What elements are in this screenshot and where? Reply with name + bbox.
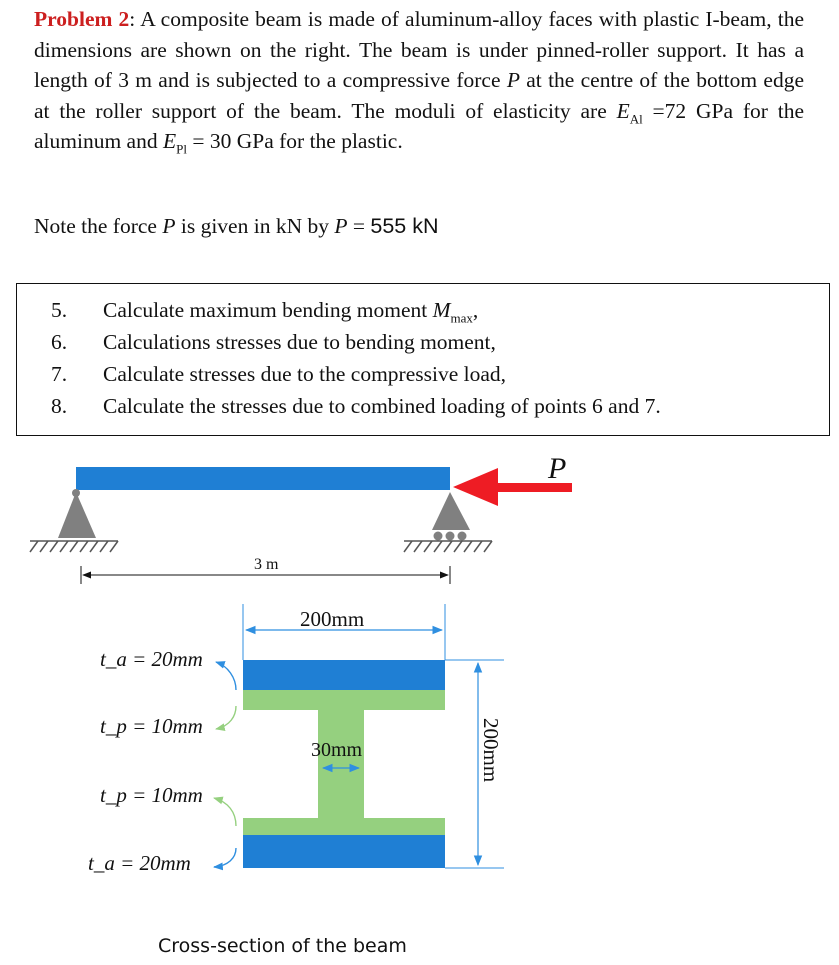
tp-bottom-text: t_p = 10mm: [100, 783, 203, 807]
length-label: 3 m: [254, 556, 279, 573]
task-text: Calculations stresses due to bending moment,: [103, 330, 496, 354]
moment-symbol: M: [432, 298, 451, 322]
cross-section: [243, 660, 445, 868]
task-number: 5.: [51, 298, 68, 322]
tp-bottom-label: [100, 783, 203, 807]
moment-subscript: max: [450, 310, 473, 326]
tp-top-text: t_p = 10mm: [100, 714, 203, 738]
modulus-al-subscript: Al: [629, 110, 643, 126]
bottom-plastic-flange: [243, 818, 445, 835]
note-force-symbol-2: P: [334, 214, 348, 238]
note-force-symbol: P: [162, 214, 176, 238]
bottom-aluminum-flange: [243, 835, 445, 868]
force-label: P: [548, 452, 567, 485]
web-label: 30mm: [311, 739, 363, 761]
problem-lead: Problem 2: [34, 7, 130, 31]
task-text: Calculate stresses due to the compressive load,: [103, 362, 507, 386]
plastic-web: [318, 710, 364, 818]
ta-bottom-label: [88, 851, 191, 875]
width-label: 200mm: [300, 607, 365, 631]
task-text: Calculate maximum bending moment: [103, 298, 433, 322]
roller-support: [404, 492, 492, 552]
task-number: 8.: [51, 394, 68, 418]
task-number: 6.: [51, 330, 68, 354]
problem-sep: :: [129, 7, 136, 31]
note-text-1: Note the force: [34, 214, 163, 238]
modulus-pl-subscript: Pl: [176, 141, 187, 157]
problem-text-1: A composite beam is made of aluminum-alloy faces with plastic I-beam, the dimensions are shown on the right. The beam is under pinned-roller support. It has a length of 3 m and is subjected to a compressive force: [34, 7, 805, 92]
task-text: Calculate the stresses due to combined loading of points 6 and 7.: [103, 394, 661, 418]
problem-text-3: =72 GPa for the aluminum and: [34, 98, 804, 153]
height-label: 200mm: [479, 718, 503, 783]
top-aluminum-flange: [243, 660, 445, 690]
pinned-support: [30, 489, 118, 552]
problem-force-symbol: P: [506, 68, 520, 92]
note-text-3: =: [347, 214, 371, 238]
tp-top-label: [100, 714, 203, 738]
ta-top-label: [100, 647, 203, 671]
beam: [76, 467, 450, 490]
ta-top-text: t_a = 20mm: [100, 647, 203, 671]
tp-bottom-leader: [214, 798, 236, 826]
task-number: 7.: [51, 362, 68, 386]
ta-bottom-leader: [214, 848, 236, 867]
ta-top-leader: [216, 662, 236, 690]
ta-bottom-text: t_a = 20mm: [88, 851, 191, 875]
modulus-al-symbol: E: [616, 98, 630, 123]
force-value: 555 kN: [370, 214, 439, 238]
problem-text-4: = 30 GPa for the plastic.: [186, 129, 403, 153]
top-plastic-flange: [243, 690, 445, 710]
task-tail: ,: [472, 298, 479, 322]
figure-caption: Cross-section of the beam: [158, 935, 407, 957]
modulus-pl-symbol: E: [162, 129, 177, 153]
note-text-2: is given in kN by: [175, 214, 335, 238]
problem-text-2: at the centre of the bottom edge at the roller support of the beam. The moduli of elasticity are: [34, 68, 804, 123]
tp-top-leader: [216, 706, 236, 729]
